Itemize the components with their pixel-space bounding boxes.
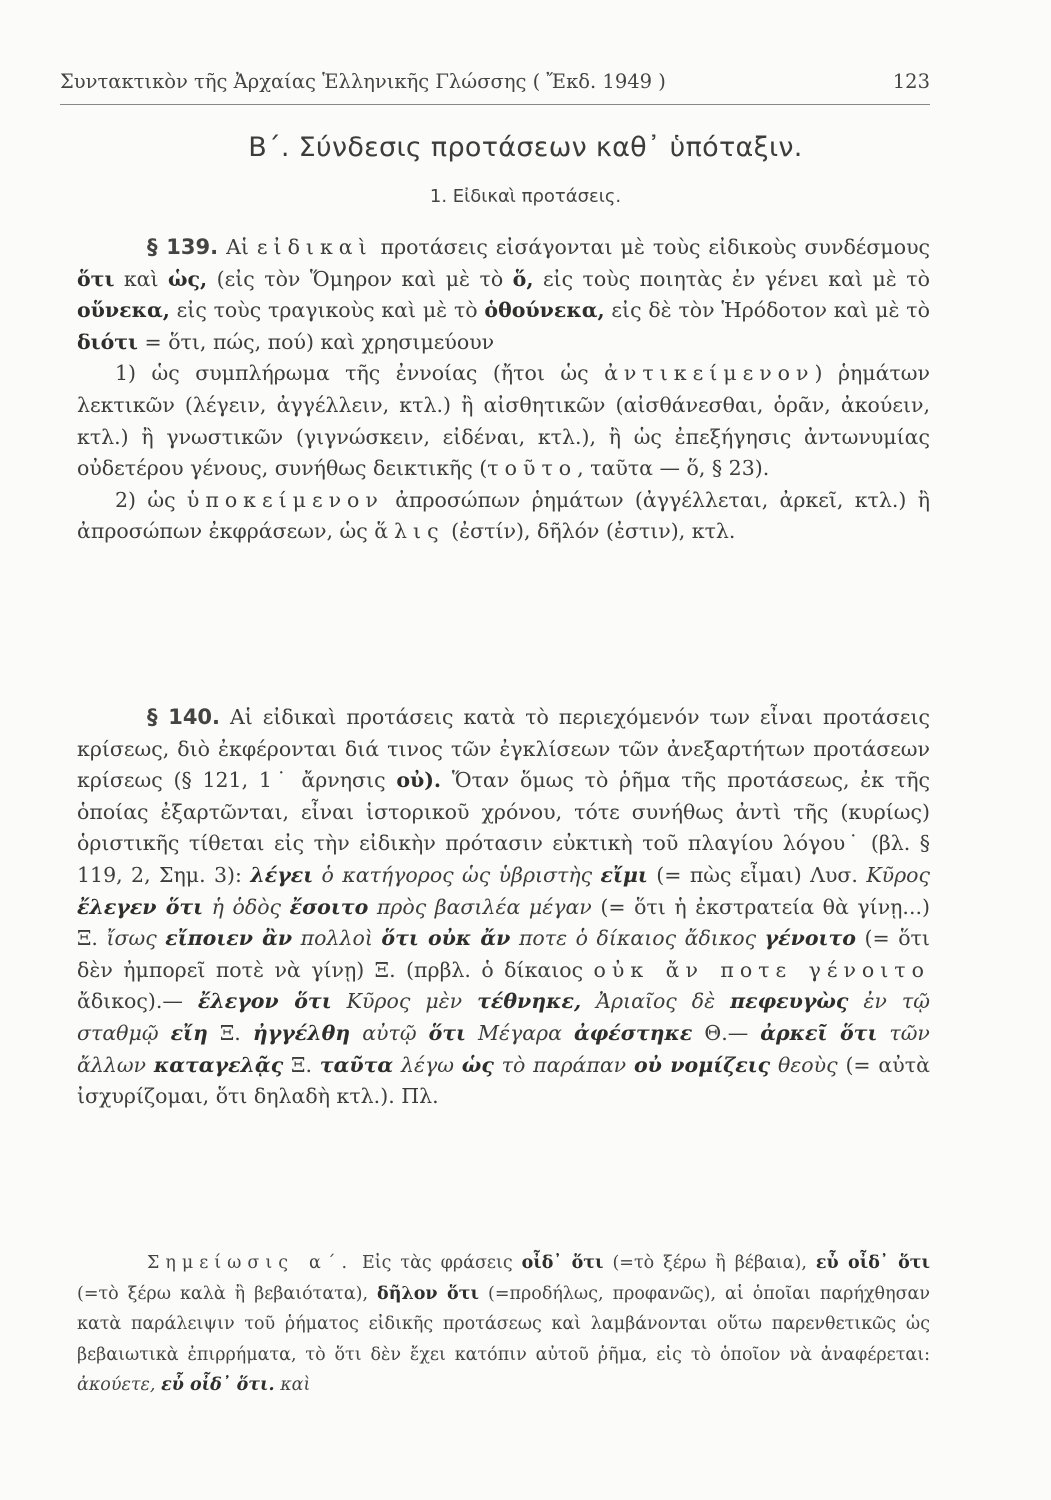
bold-term: οὐ). [396, 768, 442, 793]
bold-italic-term: ἔλεγεν ὅτι [77, 894, 204, 919]
note-alpha-body [77, 1248, 930, 1401]
text-run: Αἱ εἰδικαὶ προτάσεις κατὰ τὸ περιεχόμενόν των εἶναι προτάσεις κρίσεως, διὸ ἐκφέρονται διά τινος τῶν ἐγκλίσεων τῶν ἀνεξαρτήτων προτάσεων κρίσεως (§ 121, 1˙ ἄρνησις [77, 705, 930, 793]
italic-run: ποτε ὁ δίκαιος ἄδικος [518, 926, 757, 951]
text-run: (=προδήλως, προφανῶς), αἱ ὁποῖαι παρήχθησαν κατὰ παράλειψιν τοῦ ῥήματος εἰδικῆς προτάσεως καὶ λαμβάνονται οὕτω παρενθετικῶς ὡς βεβαιωτικὰ ἐπιρρήματα, τὸ ὅτι δὲν ἔχει κατόπιν αὐτοῦ ῥῆμα, εἰς τὸ ὁποῖον νὰ ἀναφέρεται: [77, 1283, 930, 1365]
text-run: 2) ὡς [115, 487, 176, 512]
text-run: Ξ. [291, 1052, 312, 1077]
section-number-140: § 140. [147, 705, 221, 729]
text-run: , ταῦτα — ὅ, § 23). [577, 456, 770, 481]
text-run: (= ὅτι δὲν ἠμπορεῖ ποτὲ νὰ γίνῃ) Ξ. (πρβλ. ὁ δίκαιος [77, 926, 930, 982]
header-rule [60, 104, 930, 105]
bold-italic-term: λέγει [250, 862, 314, 887]
bold-italic-term: ἀφέστηκε [573, 1020, 693, 1045]
paragraph-139-intro [77, 232, 930, 358]
bold-italic-term: εἴη [170, 1020, 208, 1045]
bold-italic-term: εἴποιεν ἂν [165, 926, 293, 951]
list-item-1 [77, 358, 930, 484]
text-run: Θ.— [704, 1020, 749, 1045]
running-head [60, 70, 930, 93]
section-number-139: § 139. [147, 235, 219, 259]
italic-run: λέγω [401, 1052, 454, 1077]
section-title: Β΄. Σύνδεσις προτάσεων καθ᾽ ὑπόταξιν. [248, 132, 803, 163]
bold-italic-term: γένοιτο [764, 926, 856, 951]
text-run: Ὅταν ὅμως τὸ ῥῆμα τῆς προτάσεως, ἐκ τῆς ὁποίας ἐξαρτῶνται, εἶναι ἱστορικοῦ χρόνου, τότε συνήθως ἀντὶ τῆς (κυρίως) ὁριστικῆς τίθεται εἰς τὴν εἰδικὴν πρότασιν εὐκτικὴ τοῦ πλαγίου λόγου˙ (βλ. § 119, 2, Σημ. 3): [77, 768, 930, 887]
bold-italic-term: πεφευγὼς [730, 989, 849, 1014]
text-run: (= πὼς εἶμαι) Λυσ. [656, 862, 858, 887]
bold-italic-term: καταγελᾷς [153, 1052, 284, 1077]
text-run: (εἰς τὸν Ὅμηρον καὶ μὲ τὸ [216, 266, 504, 291]
text-run: (= ὅτι ἡ ἐκστρατεία θὰ γίνῃ...) Ξ. [77, 894, 930, 951]
spaced-term: τοῦτο [487, 456, 578, 481]
italic-run: αὐτῷ [362, 1020, 417, 1045]
bold-term: οἶδ᾽ ὅτι [521, 1253, 604, 1273]
bold-italic-term: εἴμι [600, 862, 648, 887]
text-run: ) ῥημάτων λεκτικῶν (λέγειν, ἀγγέλλειν, κτλ.) ἢ αἰσθητικῶν (αἰσθάνεσθαι, ὁρᾶν, ἀκούειν, κτλ.) ἢ γνωστικῶν (γιγνώσκειν, εἰδέναι, κτλ.), ἢ ὡς ἐπεξήγησις ἀντωνυμίας οὐδετέρου γένους, συνήθως δεικτικῆς ( [77, 361, 930, 481]
italic-run: ἴσως [106, 926, 157, 951]
bold-italic-term: οὐ νομίζεις [633, 1052, 771, 1077]
bold-term: ὅτι [77, 266, 115, 291]
bold-term: εὖ οἶδ᾽ ὅτι [815, 1253, 930, 1273]
bold-italic-term: ὡς [461, 1052, 494, 1077]
bold-term: οὕνεκα, [77, 298, 170, 323]
spaced-term: ἀντικείμενον [604, 361, 815, 386]
text-run: Αἱ [226, 235, 249, 259]
running-head-title: Συντακτικὸν τῆς Ἀρχαίας Ἑλληνικῆς Γλώσσης ( Ἔκδ. 1949 ) [60, 70, 666, 93]
bold-italic-term: ἔσοιτο [289, 894, 369, 919]
paragraph-139 [77, 232, 930, 548]
text-run: (ἐστίν), δῆλόν (ἐστιν), κτλ. [451, 519, 736, 544]
bold-term: ὅ, [512, 266, 534, 291]
text-run: καὶ [123, 266, 159, 291]
text-run: εἰς τοὺς τραγικοὺς καὶ μὲ τὸ [176, 298, 478, 323]
text-run: (=τὸ ξέρω καλὰ ἢ βεβαιότατα), [77, 1283, 369, 1304]
italic-run: ἡ ὁδὸς [211, 894, 282, 919]
bold-italic-term: ὅτι οὐκ ἄν [381, 926, 511, 951]
subsection-title: 1. Εἰδικαὶ προτάσεις. [429, 186, 622, 207]
bold-italic-term: ἔλεγον ὅτι [197, 989, 332, 1014]
bold-italic-term: ἀρκεῖ ὅτι [760, 1020, 878, 1045]
text-run: 1) ὡς συμπλήρωμα τῆς ἐννοίας (ἤτοι ὡς [115, 361, 589, 386]
note-heading: Σημείωσις α΄. [147, 1253, 354, 1273]
italic-run: πρὸς βασιλέα μέγαν [376, 894, 592, 919]
text-run: ἄδικος).— [77, 989, 183, 1014]
text-run: εἰς δὲ τὸν Ἡρόδοτον καὶ μὲ τὸ [611, 298, 930, 323]
italic-run: τῶν ἄλλων [77, 1020, 930, 1077]
spaced-term: ἅλις [374, 519, 445, 544]
text-run: = ὅτι, πώς, πού) καὶ χρησιμεύουν [144, 329, 495, 354]
text-run: Ξ. [219, 1020, 241, 1045]
paragraph-140 [77, 702, 930, 1113]
note-alpha [77, 1248, 930, 1401]
text-run: προτάσεις εἰσάγονται μὲ τοὺς εἰδικοὺς συνδέσμους [380, 235, 931, 259]
bold-term: ὁθούνεκα, [484, 298, 605, 323]
paragraph-140-body [77, 702, 930, 1113]
italic-run: καὶ [280, 1375, 311, 1395]
italic-run: ἀκούετε, [77, 1375, 156, 1395]
italic-run: πολλοὶ [300, 926, 373, 951]
spaced-term: εἰδικαὶ [256, 235, 373, 259]
bold-term: διότι [77, 329, 138, 354]
spaced-term: οὐκ ἄν ποτε γένοιτο [593, 957, 930, 982]
italic-run: Ἀριαῖος δὲ [596, 989, 716, 1014]
bold-term: ὡς, [168, 266, 208, 291]
list-item-2 [77, 485, 930, 548]
bold-italic-term: ταῦτα [319, 1052, 394, 1077]
italic-run: ὁ κατήγορος ὡς ὑβριστὴς [321, 862, 593, 887]
italic-run: Μέγαρα [477, 1020, 562, 1045]
italic-run: θεοὺς [777, 1052, 838, 1077]
bold-term: δῆλον ὅτι [377, 1283, 479, 1304]
italic-run: ἐν τῷ σταθμῷ [77, 989, 930, 1045]
bold-italic-term: τέθνηκε, [477, 989, 582, 1014]
text-run: εἰς τοὺς ποιητὰς ἐν γένει καὶ μὲ τὸ [542, 266, 930, 291]
spaced-term: ὑποκείμενον [186, 487, 384, 512]
text-run: (=τὸ ξέρω ἢ βέβαια), [612, 1253, 807, 1273]
text-run: Εἰς τὰς φράσεις [362, 1253, 513, 1273]
bold-italic-term: εὖ οἶδ᾽ ὅτι. [161, 1375, 275, 1395]
italic-run: τὸ παράπαν [501, 1052, 627, 1077]
text-run: (= αὐτὰ ἰσχυρίζομαι, ὅτι δηλαδὴ κτλ.). Πλ. [77, 1052, 930, 1109]
italic-run: Κῦρος [866, 862, 930, 887]
bold-italic-term: ἠγγέλθη [252, 1020, 351, 1045]
text-run: ἀπροσώπων ῥημάτων (ἀγγέλλεται, ἀρκεῖ, κτλ.) ἢ ἀπροσώπων ἐκφράσεων, ὡς [77, 487, 930, 544]
bold-italic-term: ὅτι [428, 1020, 466, 1045]
page-number: 123 [892, 70, 930, 93]
italic-run: Κῦρος μὲν [346, 989, 463, 1014]
